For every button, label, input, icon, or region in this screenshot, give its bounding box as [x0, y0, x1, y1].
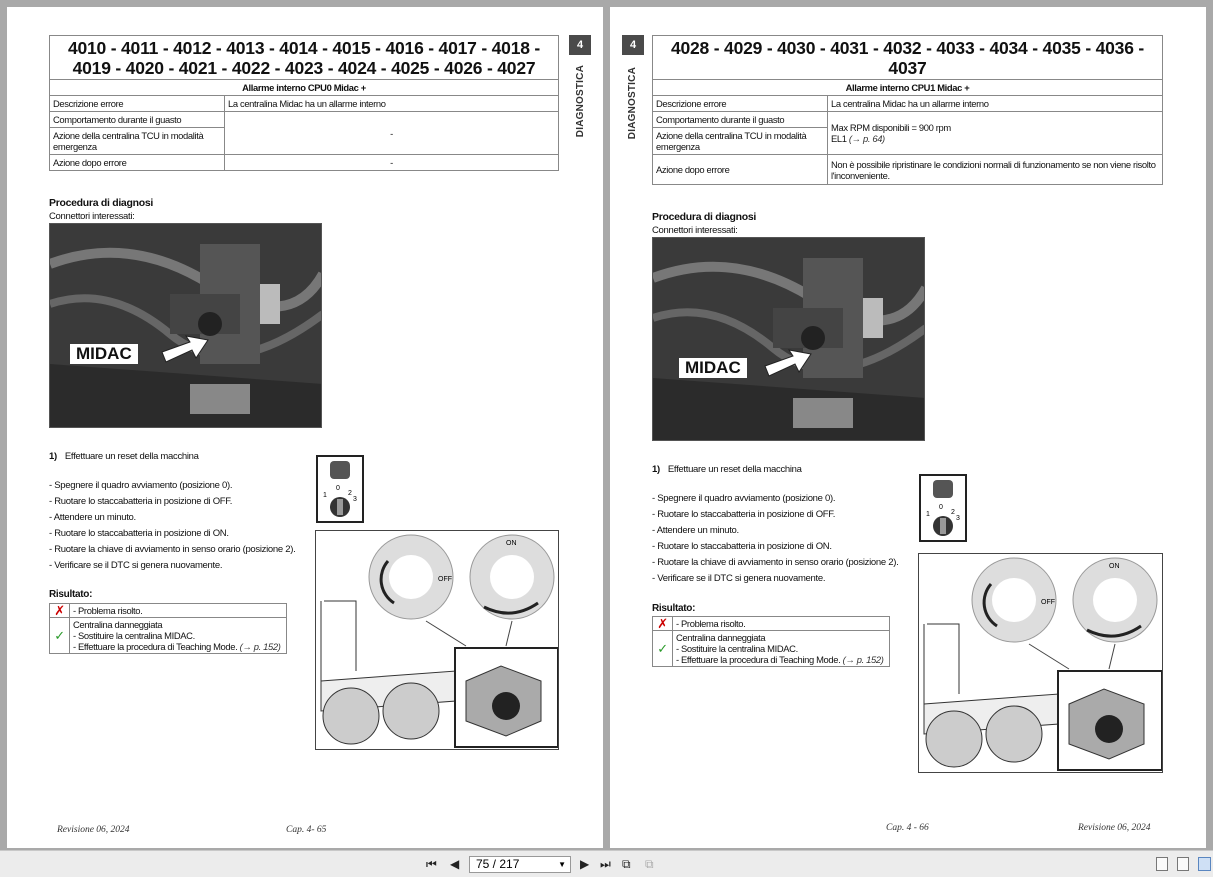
result-solved: - Problema risolto. — [673, 617, 890, 631]
result-damaged-step1: - Sostituire la centralina MIDAC. — [73, 630, 195, 641]
step-number: 1) — [652, 464, 660, 475]
result-solved: - Problema risolto. — [70, 604, 287, 618]
result-table — [652, 616, 890, 667]
connector-photo — [49, 223, 322, 428]
key-pos-2: 2 — [951, 509, 955, 516]
page-number-text: 75 / 217 — [476, 857, 520, 871]
row-label: Descrizione errore — [653, 96, 828, 112]
midac-label: MIDAC — [679, 358, 747, 378]
switch-on-label: ON — [1109, 563, 1120, 570]
next-page-button[interactable]: ▶ — [580, 857, 590, 871]
last-page-button[interactable]: ⏭ — [600, 857, 611, 871]
step-1 — [49, 451, 199, 462]
list-item: - Spegnere il quadro avviamento (posizione 0). — [49, 478, 295, 494]
list-item: - Attendere un minuto. — [652, 523, 898, 539]
footer-revision: Revisione 06, 2024 — [1078, 823, 1151, 833]
page-reference-link[interactable]: (→ p. 64) — [848, 133, 885, 144]
tractor-diagram-graphic — [919, 554, 1163, 773]
procedure-subtitle: Connettori interessati: — [49, 211, 135, 222]
ignition-key-icon — [919, 474, 967, 542]
connector-photo — [652, 237, 925, 441]
page-reference-link[interactable]: (→ p. 152) — [239, 641, 281, 652]
reset-steps-list — [652, 491, 898, 587]
rpm-value: Max RPM disponibili = 900 rpm — [831, 122, 951, 133]
ignition-key-icon — [316, 455, 364, 523]
row-label: Azione della centralina TCU in modalità emergenza — [653, 128, 828, 155]
continuous-view-icon[interactable] — [1177, 857, 1189, 871]
procedure-subtitle: Connettori interessati: — [652, 225, 738, 236]
document-page-right — [610, 7, 1206, 848]
page-number-input[interactable] — [469, 856, 571, 873]
step-1 — [652, 464, 802, 475]
error-codes-title: 4010 - 4011 - 4012 - 4013 - 4014 - 4015 - 4016 - 4017 - 4018 - 4019 - 4020 - 4021 - 4022 - 4023 - 4024 - 4025 - 4026 - 4027 — [49, 35, 559, 79]
copy-page-icon[interactable]: ⧉ — [622, 857, 631, 871]
row-value: La centralina Midac ha un allarme interno — [828, 96, 1163, 112]
check-mark-icon: ✓ — [50, 618, 70, 654]
result-damaged-title: Centralina danneggiata — [676, 632, 766, 643]
document-page-left — [7, 7, 603, 848]
key-switch-graphic — [318, 457, 362, 521]
row-label: Azione dopo errore — [50, 155, 225, 171]
row-value: Non è possibile ripristinare le condizioni normali di funzionamento se non viene risolto l'inconveniente. — [828, 155, 1163, 185]
procedure-title: Procedura di diagnosi — [49, 197, 153, 209]
list-item: - Ruotare lo staccabatteria in posizione di OFF. — [49, 494, 295, 510]
key-pos-1: 1 — [323, 492, 327, 499]
footer-page-number: Cap. 4- 65 — [286, 825, 327, 835]
error-codes-title: 4028 - 4029 - 4030 - 4031 - 4032 - 4033 - 4034 - 4035 - 4036 - 4037 — [652, 35, 1163, 79]
list-item: - Ruotare lo staccabatteria in posizione di OFF. — [652, 507, 898, 523]
list-item: - Verificare se il DTC si genera nuovamente. — [652, 571, 898, 587]
viewer-toolbar — [0, 850, 1213, 877]
chapter-label: DIAGNOSTICA — [627, 67, 638, 140]
table-header: Allarme interno CPU1 Midac + — [653, 80, 1163, 96]
key-pos-2: 2 — [348, 490, 352, 497]
page-reference-link[interactable]: (→ p. 152) — [842, 654, 884, 665]
photo-illustration — [653, 238, 925, 441]
el-value: EL1 — [831, 133, 847, 144]
key-pos-0: 0 — [336, 485, 340, 492]
key-pos-1: 1 — [926, 511, 930, 518]
result-title: Risultato: — [652, 603, 696, 614]
result-table — [49, 603, 287, 654]
switch-off-label: OFF — [1041, 599, 1055, 606]
midac-label: MIDAC — [70, 344, 138, 364]
result-damaged-step2: - Effettuare la procedura di Teaching Mode. — [676, 654, 841, 665]
result-damaged — [673, 631, 890, 667]
row-value: - — [225, 112, 559, 155]
chevron-down-icon[interactable]: ▼ — [558, 860, 566, 869]
row-value: La centralina Midac ha un allarme interno — [225, 96, 559, 112]
result-damaged — [70, 618, 287, 654]
two-page-view-icon[interactable] — [1198, 857, 1211, 871]
table-header: Allarme interno CPU0 Midac + — [50, 80, 559, 96]
reset-steps-list — [49, 478, 295, 574]
row-label: Descrizione errore — [50, 96, 225, 112]
switch-on-label: ON — [506, 540, 517, 547]
error-table — [652, 79, 1163, 185]
single-page-view-icon[interactable] — [1156, 857, 1168, 871]
chapter-number: 4 — [622, 35, 644, 55]
step-text: Effettuare un reset della macchina — [64, 451, 199, 462]
list-item: - Ruotare la chiave di avviamento in senso orario (posizione 2). — [49, 542, 295, 558]
key-pos-3: 3 — [956, 515, 960, 522]
row-value: - — [225, 155, 559, 171]
footer-revision: Revisione 06, 2024 — [57, 825, 130, 835]
switch-off-label: OFF — [438, 576, 452, 583]
chapter-label: DIAGNOSTICA — [575, 65, 586, 138]
procedure-title: Procedura di diagnosi — [652, 211, 756, 223]
list-item: - Spegnere il quadro avviamento (posizione 0). — [652, 491, 898, 507]
tractor-diagram-graphic — [316, 531, 559, 750]
row-label: Comportamento durante il guasto — [653, 112, 828, 128]
step-number: 1) — [49, 451, 57, 462]
x-mark-icon: ✗ — [50, 604, 70, 618]
result-damaged-title: Centralina danneggiata — [73, 619, 163, 630]
key-pos-0: 0 — [939, 504, 943, 511]
list-item: - Ruotare lo staccabatteria in posizione di ON. — [49, 526, 295, 542]
previous-page-button[interactable]: ◀ — [450, 857, 460, 871]
result-damaged-step1: - Sostituire la centralina MIDAC. — [676, 643, 798, 654]
battery-switch-diagram — [315, 530, 559, 750]
row-value — [828, 112, 1163, 155]
row-label: Comportamento durante il guasto — [50, 112, 225, 128]
result-damaged-step2: - Effettuare la procedura di Teaching Mode. — [73, 641, 238, 652]
check-mark-icon: ✓ — [653, 631, 673, 667]
key-pos-3: 3 — [353, 496, 357, 503]
list-item: - Ruotare la chiave di avviamento in senso orario (posizione 2). — [652, 555, 898, 571]
error-table — [49, 79, 559, 171]
result-title: Risultato: — [49, 589, 93, 600]
battery-switch-diagram — [918, 553, 1163, 773]
key-switch-graphic — [921, 476, 965, 540]
chapter-number: 4 — [569, 35, 591, 55]
list-item: - Ruotare lo staccabatteria in posizione di ON. — [652, 539, 898, 555]
list-item: - Verificare se il DTC si genera nuovamente. — [49, 558, 295, 574]
x-mark-icon: ✗ — [653, 617, 673, 631]
footer-page-number: Cap. 4 - 66 — [886, 823, 929, 833]
step-text: Effettuare un reset della macchina — [667, 464, 802, 475]
paste-page-icon[interactable]: ⧉ — [645, 857, 654, 871]
list-item: - Attendere un minuto. — [49, 510, 295, 526]
row-label: Azione della centralina TCU in modalità emergenza — [50, 128, 225, 155]
first-page-button[interactable]: ⏮ — [426, 857, 437, 871]
row-label: Azione dopo errore — [653, 155, 828, 185]
photo-illustration — [50, 224, 322, 428]
